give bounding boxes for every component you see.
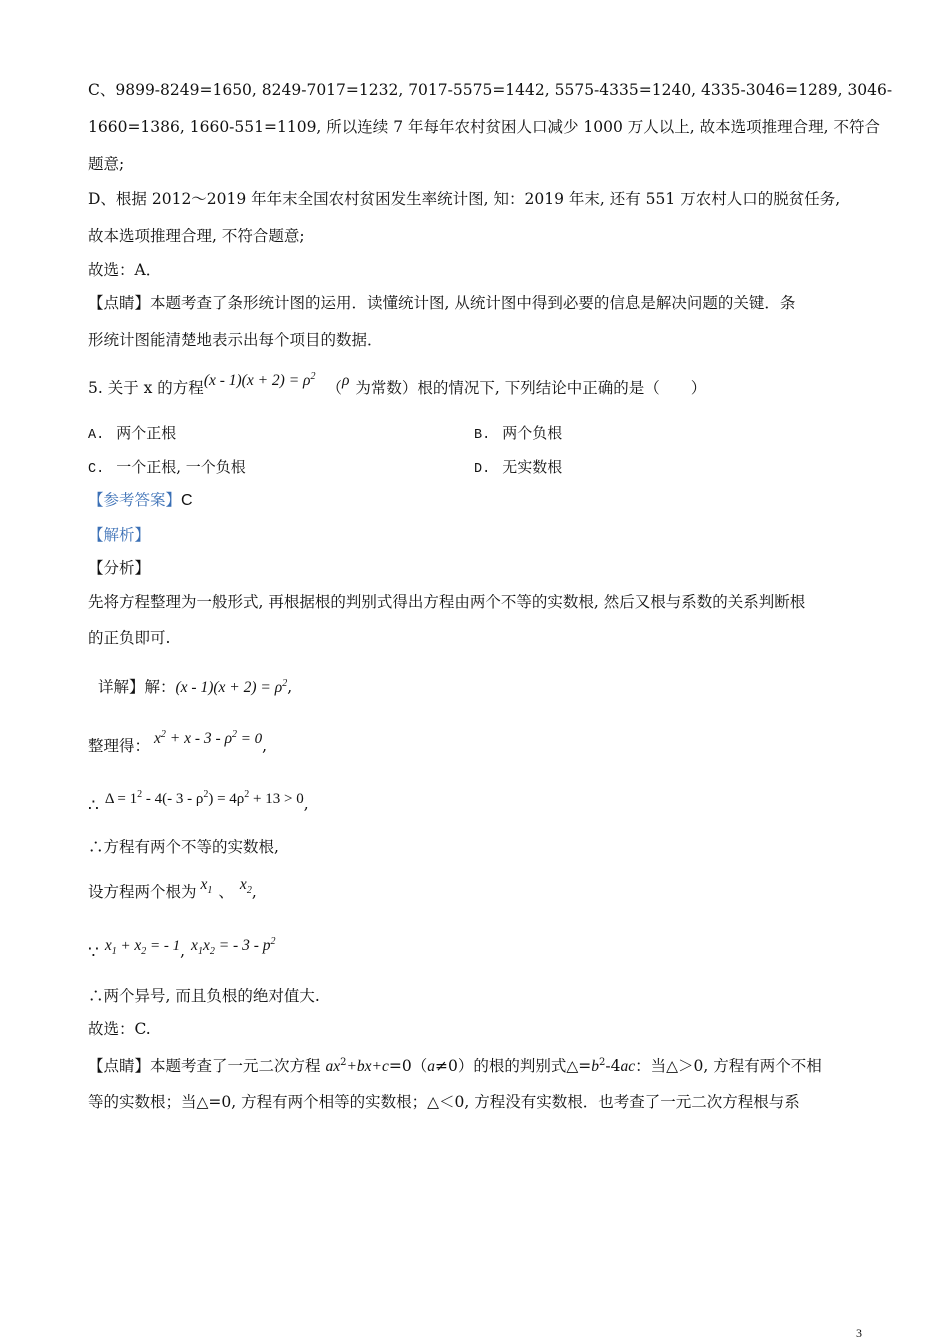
discriminant-b: - 4(- 3 - ρ [142,791,204,807]
discriminant-exp-2: 2 [203,789,209,800]
vieta-sum [104,937,181,957]
comment-eq0: =0（ [388,1057,428,1075]
two-roots-line: ∴方程有两个不等的实数根, [88,838,279,856]
question-5-equation [204,367,316,391]
comment-discriminant: ≠0）的根的判别式△= [435,1057,592,1075]
answer-line: 故选：C. [88,1020,151,1038]
comment-bxc: +bx+c [346,1058,389,1075]
comment-b: b [591,1058,600,1075]
option-c-text: 一个正根, 一个负根 [116,458,246,476]
question-5-exponent: 2 [310,371,316,382]
set-roots-sep: 、 [218,883,234,901]
comment-line-1 [88,1053,822,1077]
fenxi-line-2: 的正负即可. [88,629,171,647]
comment-line-2: 等的实数根；当△=0, 方程有两个相等的实数根；△＜0, 方程没有实数根．也考查了一元二次方程根与系 [88,1093,800,1111]
option-c-key: C. [88,462,105,477]
comment-minus4: -4 [605,1057,621,1075]
previous-comment-line-1: 【点睛】本题考查了条形统计图的运用．读懂统计图, 从统计图中得到必要的信息是解决问题的关键．条 [88,294,796,312]
detail-label: 详解】解： [98,678,176,696]
simplify-label: 整理得： [88,737,151,755]
therefore-icon: ∴ [88,796,99,816]
question-5-prefix: 5. 关于 x 的方程 [88,379,204,397]
option-b [474,423,562,446]
vieta-prod-x2: x [202,937,210,954]
simplify-line [88,729,268,757]
set-roots-tail: , [251,883,257,901]
discriminant-tail: , [303,795,309,813]
vieta-exp: 2 [270,936,276,947]
vieta-sum-x1: x [104,937,112,954]
discriminant-line [88,785,309,816]
vieta-prod-sub1: 1 [197,946,203,957]
question-5-paren: （ [326,379,342,397]
question-5-condition: 为常数）根的情况下, 下列结论中正确的是（ ） [355,379,707,397]
simplify-equation [154,725,262,749]
detail-exponent: 2 [282,678,288,689]
comment-a: a [427,1058,435,1075]
option-c [88,457,246,480]
root-x1-x: x [200,876,208,893]
root-x2-x: x [239,876,247,893]
option-b-text: 两个负根 [502,424,563,442]
option-c-line-1: C、9899-8249=1650, 8249-7017=1232, 7017-5575=1442, 5575-4335=1240, 4335-3046=1289, 3046- [88,81,893,99]
detail-equation [176,679,288,696]
comment-tail: ：当△＞0, 方程有两个不相 [635,1057,822,1075]
set-roots-line [88,876,257,909]
previous-comment-line-2: 形统计图能清楚地表示出每个项目的数据． [88,331,383,349]
root-x2-sub: 2 [246,885,252,896]
reference-answer-label: 【参考答案】 [88,491,182,509]
comment-prefix: 【点睛】本题考查了一元二次方程 [88,1057,326,1075]
comment-exp-2: 2 [599,1057,606,1068]
option-a-text: 两个正根 [116,424,177,442]
vieta-plus: + [116,938,135,954]
analysis-label: 【解析】 [88,526,151,544]
fenxi-label: 【分析】 [88,559,151,577]
question-5 [88,371,707,399]
question-5-equation-text: (x - 1)(x + 2) = ρ [203,372,311,389]
previous-answer: 故选：A． [88,261,162,279]
vieta-prod-value: = - 3 - p [214,937,271,954]
vieta-line [88,932,276,962]
fenxi-line-1: 先将方程整理为一般形式, 再根据根的判别式得出方程由两个不等的实数根, 然后又根与系数的关系判断根 [88,593,806,611]
root-x2 [240,875,252,901]
vieta-comma: , [180,942,186,960]
option-b-key: B. [474,428,491,443]
comment-exp-1: 2 [340,1057,347,1068]
simplify-tail: , [262,737,268,755]
vieta-sum-sub2: 2 [141,946,147,957]
option-d-text: 无实数根 [502,458,563,476]
vieta-product [191,936,276,957]
option-c-line-3: 题意; [88,155,125,173]
simplify-exp-1: 2 [160,729,166,740]
option-c-line-2: 1660=1386, 1660-551=1109, 所以连续 7 年每年农村贫困人口减少 1000 万人以上, 故本选项推理合理, 不符合 [88,118,881,136]
detail-line [98,674,292,698]
discriminant-c: ) = 4ρ [208,791,245,807]
option-d-line-2: 故本选项推理合理, 不符合题意; [88,227,305,245]
option-a [88,423,176,446]
vieta-sum-x2: x [134,937,142,954]
option-d-line-1: D、根据 2012～2019 年年末全国农村贫困发生率统计图, 知：2019 年末, 还有 551 万农村人口的脱贫任务, [88,190,841,208]
detail-equation-text: (x - 1)(x + 2) = ρ [175,679,283,696]
set-roots-label: 设方程两个根为 [88,883,197,901]
vieta-prod-sub2: 2 [209,946,215,957]
simplify-zero: = 0 [237,731,263,747]
discriminant-equation [105,791,304,807]
vieta-prod-x1: x [191,937,198,954]
simplify-exp-2: 2 [232,729,238,740]
vieta-sum-value: = - 1 [146,938,181,954]
comment-ax: ax [325,1058,341,1075]
discriminant-d: + 13 > 0 [249,791,304,807]
option-d-key: D. [474,462,491,477]
reference-answer-value: C [181,492,193,509]
comment-ac: ac [620,1058,636,1075]
option-d [474,457,562,480]
simplify-mid: + x - 3 - ρ [165,730,233,747]
discriminant-a: Δ = 1 [104,791,138,807]
reference-answer [88,490,193,511]
discriminant-exp-1: 2 [137,789,143,800]
question-5-rho: ρ [341,372,350,389]
conclusion-line: ∴两个异号, 而且负根的绝对值大. [88,987,320,1005]
page-number: 3 [856,1326,862,1340]
root-x1 [201,875,213,901]
discriminant-exp-3: 2 [244,789,250,800]
detail-tail: , [287,678,293,696]
option-a-key: A. [88,428,105,443]
vieta-sum-sub1: 1 [111,946,117,957]
root-x1-sub: 1 [207,885,213,896]
simplify-x: x [154,730,161,747]
because-icon: ∵ [88,943,99,963]
